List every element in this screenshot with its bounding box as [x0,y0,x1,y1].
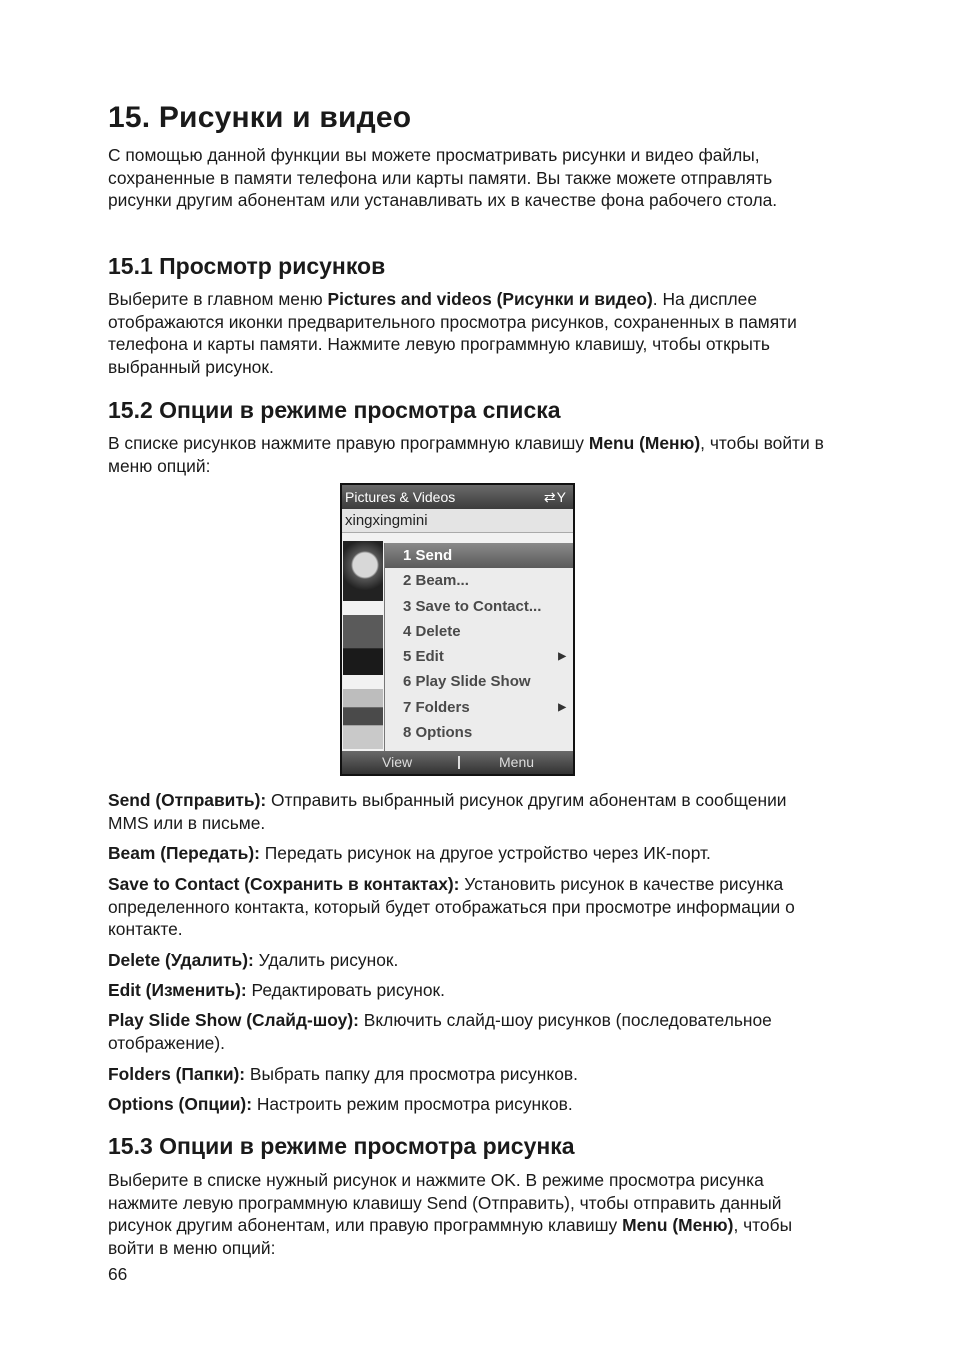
options-menu [384,543,574,751]
s3-pre: Выберите в списке нужный рисунок и нажмите OK. В режиме просмотра рисунка нажмите левую программную клавишу Send (Отправить), чтобы отправить данный рисунок другим абонентам, или правую программную клавишу [108,1170,782,1236]
softkey-divider [458,756,460,769]
definition-edit [108,979,828,1002]
submenu-arrow-icon: ▶ [558,651,566,663]
def-text: Установить рисунок в качестве рисунка определенного контакта, который будет отображаться при просмотре информации о контакте. [108,874,795,940]
softkey-view[interactable]: View [382,754,413,770]
def-text: Передать рисунок на другое устройство через ИК-порт. [259,843,711,863]
thumbnail-image[interactable] [343,541,383,601]
thumbnail-image[interactable] [343,615,383,675]
definition-folders [108,1063,828,1086]
s2-bold: Menu (Меню) [588,433,701,453]
s1-bold: Pictures and videos (Рисунки и видео) [327,289,653,309]
def-term: Save to Contact (Сохранить в контактах): [108,874,460,894]
page-number: 66 [108,1264,128,1284]
phone-title-bar [342,485,573,509]
s2-post: , чтобы войти в меню опций: [108,433,824,476]
menu-item-edit[interactable] [385,644,574,669]
definition-beam [108,842,828,865]
phone-folder-name: xingxingmini [342,509,573,533]
menu-item-folders[interactable] [385,695,574,720]
phone-title: Pictures & Videos [345,489,456,505]
def-term: Send (Отправить): [108,790,267,810]
definition-delete [108,949,828,972]
s3-bold: Menu (Меню) [622,1215,734,1236]
def-text: Выбрать папку для просмотра рисунков. [245,1064,578,1084]
phone-screenshot [340,483,575,776]
menu-item-save-to-contact[interactable]: 3 Save to Contact... [403,597,542,615]
s3-post: , чтобы войти в меню опций: [108,1215,793,1258]
def-term: Options (Опции): [108,1094,252,1114]
s1-post: . На дисплее отображаются иконки предварительного просмотра рисунков, сохраненных в памяти телефона и карты памяти. Нажмите левую программную клавишу, чтобы открыть выбранный рисунок. [108,289,797,377]
section-15-3-paragraph [108,1169,828,1259]
section-15-2-heading: 15.2 Опции в режиме просмотра списка [108,397,561,423]
section-15-1-paragraph [108,288,828,378]
def-text: Удалить рисунок. [253,950,399,970]
def-term: Edit (Изменить): [108,980,247,1000]
menu-item-options[interactable]: 8 Options [403,724,473,742]
menu-item-beam[interactable]: 2 Beam... [403,572,469,590]
softkey-bar [342,751,573,774]
def-term: Folders (Папки): [108,1064,246,1084]
submenu-arrow-icon: ▶ [558,701,566,713]
def-text: Настроить режим просмотра рисунков. [252,1094,573,1114]
def-term: Delete (Удалить): [108,950,254,970]
definition-save-to-contact [108,873,828,941]
page-title: 15. Рисунки и видео [108,101,412,134]
definition-play-slide-show [108,1009,828,1054]
def-text: Редактировать рисунок. [246,980,445,1000]
s2-pre: В списке рисунков нажмите правую программную клавишу [108,433,589,453]
menu-item-send[interactable]: 1 Send [385,543,574,568]
menu-item-play-slide-show[interactable]: 6 Play Slide Show [403,673,531,691]
def-term: Play Slide Show (Слайд-шоу): [108,1010,359,1030]
definition-options [108,1093,828,1116]
intro-paragraph: С помощью данной функции вы можете просматривать рисунки и видео файлы, сохраненные в памяти телефона или карты памяти. Вы также можете отправлять рисунки другим абонентам или устанавливать их в качестве фона рабочего стола. [108,145,778,211]
section-15-3-heading: 15.3 Опции в режиме просмотра рисунка [108,1133,575,1159]
def-term: Beam (Передать): [108,843,260,863]
menu-item-delete[interactable]: 4 Delete [403,622,461,640]
softkey-menu[interactable]: Menu [499,754,535,770]
section-15-1-heading: 15.1 Просмотр рисунков [108,253,386,279]
signal-icon: ⇄Y [543,489,567,505]
definition-send [108,789,828,834]
thumbnail-image[interactable] [343,689,383,749]
def-text: Отправить выбранный рисунок другим абонентам в сообщении MMS или в письме. [108,790,787,833]
menu-item-edit-label: 5 Edit [403,648,444,666]
menu-item-folders-label: 7 Folders [403,698,470,716]
section-15-2-paragraph [108,432,828,477]
s1-pre: Выберите в главном меню [108,289,328,309]
def-text: Включить слайд-шоу рисунков (последовательное отображение). [108,1010,772,1053]
